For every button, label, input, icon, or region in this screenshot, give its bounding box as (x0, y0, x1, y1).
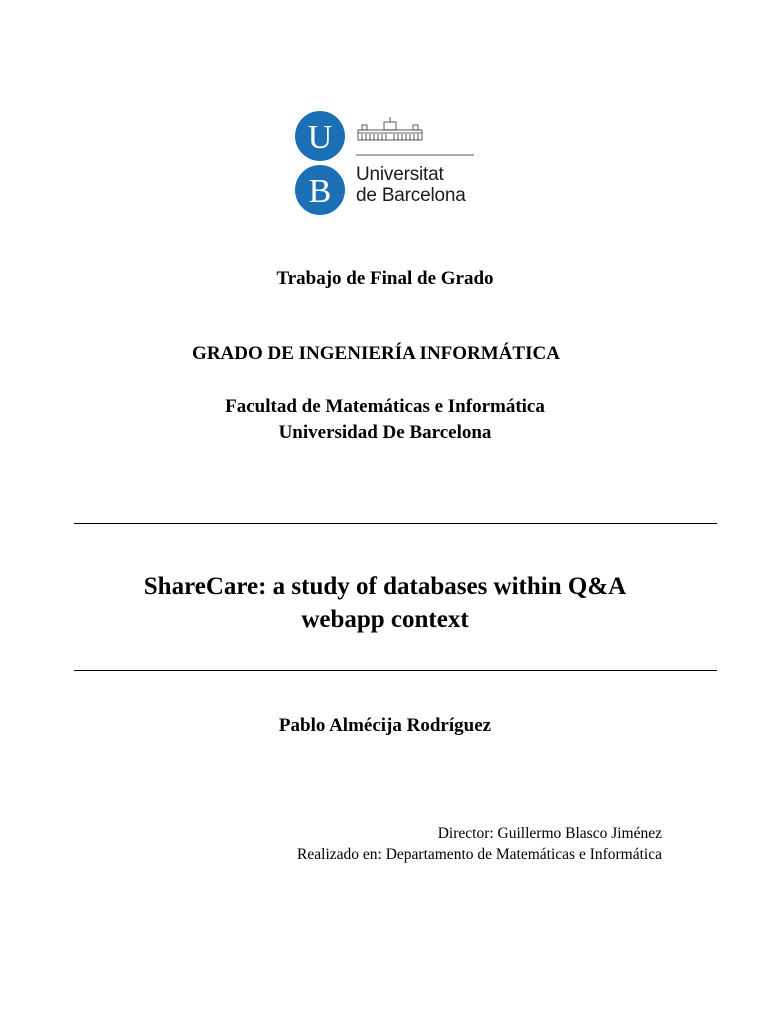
thesis-title (0, 570, 770, 636)
logo-letter-b: B (308, 173, 332, 210)
thesis-title-line-1: ShareCare: a study of databases within Q&A (143, 573, 627, 600)
university-name-line-2: de Barcelona (356, 185, 466, 206)
logo-letter-u: U (307, 119, 333, 156)
university-full-name: Universidad De Barcelona (278, 422, 492, 443)
title-rule-top (74, 523, 717, 524)
title-rule-bottom (74, 670, 717, 671)
thesis-type: Trabajo de Final de Grado (276, 268, 494, 289)
department-line: Realizado en: Departamento de Matemáticas e Informática (297, 846, 662, 863)
university-name (356, 164, 466, 206)
university-logo (292, 110, 482, 218)
thesis-title-line-2: webapp context (301, 606, 469, 633)
faculty-block (0, 394, 770, 446)
degree-name: GRADO DE INGENIERÍA INFORMÁTICA (192, 343, 560, 364)
university-name-line-1: Universitat (356, 164, 444, 185)
building-icon (358, 117, 422, 140)
faculty-name: Facultad de Matemáticas e Informática (225, 396, 545, 417)
director-line: Director: Guillermo Blasco Jiménez (437, 825, 662, 842)
author-name: Pablo Almécija Rodríguez (278, 715, 492, 736)
